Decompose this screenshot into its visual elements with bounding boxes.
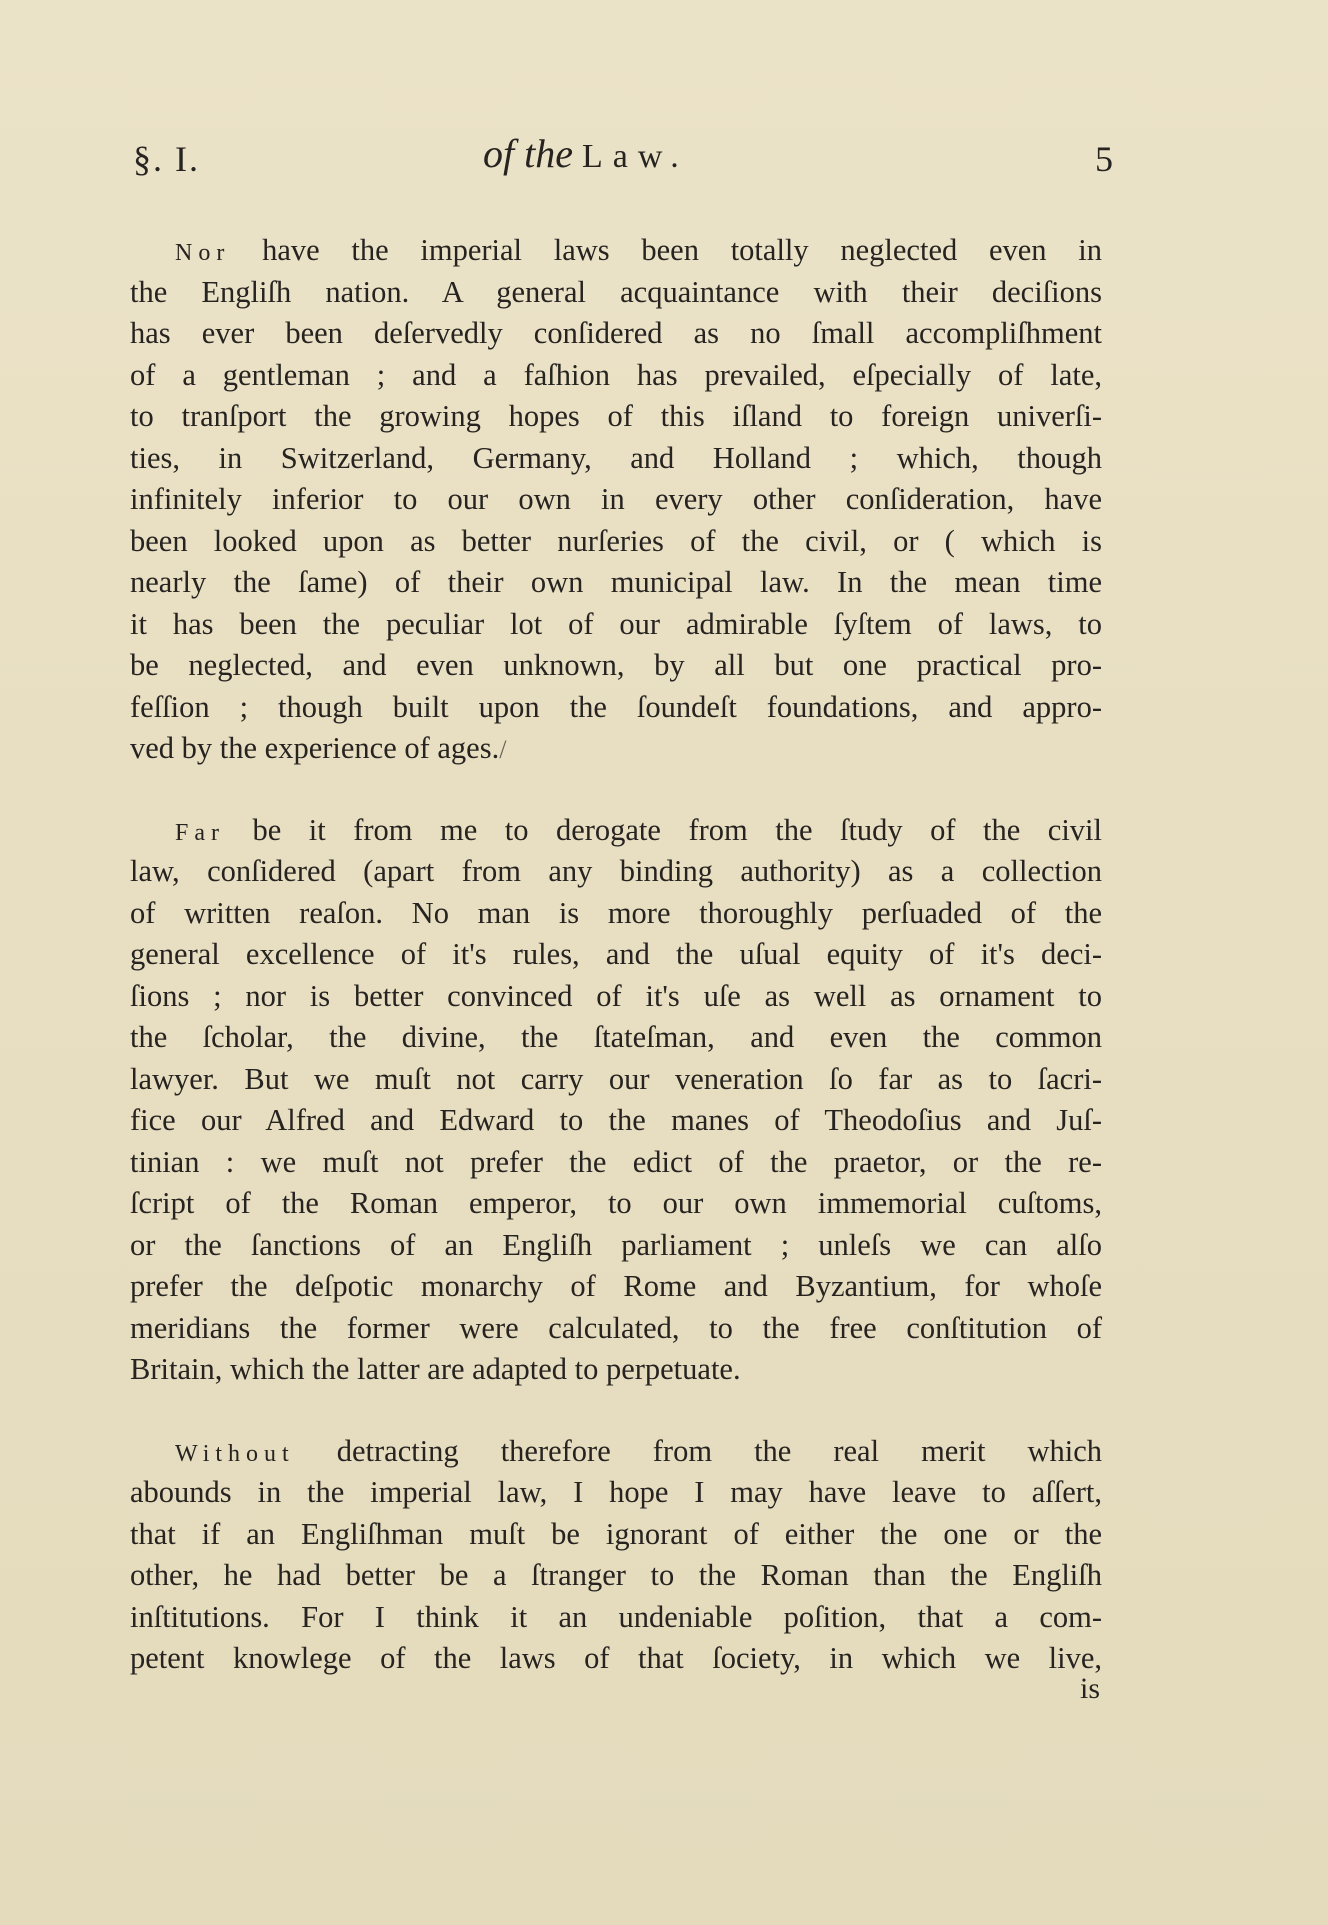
catchword: is [1079,1672,1100,1705]
text-line [130,230,1102,272]
text-line: abounds in the imperial law, I hope I may have leave to aſſert, [130,1475,1102,1509]
text-line: inſtitutions. For I think it an undeniable poſition, that a com- [130,1599,1102,1634]
text-line: of a gentleman ; and a faſhion has prevailed, eſpecially of late, [130,357,1102,392]
text-line: of written reaſon. No man is more thoroughly perſuaded of the [130,895,1102,930]
text-line: be neglected, and even unknown, by all but one practical pro- [130,648,1102,682]
text-line: the ſcholar, the divine, the ſtateſman, and even the common [130,1020,1102,1054]
text-line: feſſion ; though built upon the ſoundeſt foundations, and appro- [130,689,1102,724]
text-line: to tranſport the growing hopes of this iſland to foreign univerſi- [130,399,1102,433]
text-line: meridians the former were calculated, to the free conſtitution of [130,1310,1102,1345]
text-line: ſcript of the Roman emperor, to our own immemorial cuſtoms, [130,1186,1102,1220]
running-title-italic: of the [483,131,573,176]
text-line: or the ſanctions of an Engliſh parliament ; unleſs we can alſo [130,1227,1102,1262]
text-line: law, conſidered (apart from any binding authority) as a collection [130,854,1102,888]
text-line: it has been the peculiar lot of our admirable ſyſtem of laws, to [130,606,1102,641]
text-line: ſions ; nor is better convinced of it's uſe as well as ornament to [130,978,1102,1013]
page-number: 5 [1095,139,1113,179]
text-line: that if an Engliſhman muſt be ignorant of either the one or the [130,1516,1102,1551]
text-line: other, he had better be a ſtranger to the Roman than the Engliſh [130,1558,1102,1592]
text-line [130,1431,1102,1473]
text-line: general excellence of it's rules, and the uſual equity of it's deci- [130,937,1102,971]
line-text: be it from me to derogate from the ſtudy of the civil [252,812,1103,847]
running-title [483,130,689,177]
line-text: ved by the experience of ages. [130,731,500,765]
text-line: petent knowlege of the laws of that ſociety, in which we live, [130,1641,1102,1675]
text-line: Britain, which the latter are adapted to perpetuate. [130,1352,741,1386]
text-line: infinitely inferior to our own in every other conſideration, have [130,482,1102,516]
running-header [133,130,1113,190]
paragraph-1 [130,230,1102,770]
section-number: §. I. [133,139,200,179]
paragraph-2 [130,810,1102,1391]
running-title-caps: Law. [581,138,689,175]
paragraph-lead: Nor [175,240,231,266]
paragraph-3 [130,1431,1102,1680]
text-line: has ever been deſervedly conſidered as no ſmall accompliſhment [130,316,1102,350]
text-line [130,810,1102,852]
text-line: lawyer. But we muſt not carry our veneration ſo far as to ſacri- [130,1061,1102,1096]
text-line: the Engliſh nation. A general acquaintance with their deciſions [130,274,1102,309]
text-line: ties, in Switzerland, Germany, and Holland ; which, though [130,440,1102,475]
handwritten-mark: / [499,735,507,764]
paragraph-lead: Far [175,819,225,846]
text-line: nearly the ſame) of their own municipal law. In the mean time [130,565,1102,599]
text-line [130,728,1102,770]
text-line: tinian : we muſt not prefer the edict of the praetor, or the re- [130,1144,1102,1179]
line-text: detracting therefore from the real merit which [336,1433,1103,1468]
text-line: fice our Alfred and Edward to the manes of Theodoſius and Juſ- [130,1103,1102,1137]
line-text: have the imperial laws been totally neglected even in [262,233,1103,267]
text-line: been looked upon as better nurſeries of the civil, or ( which is [130,523,1102,558]
text-line: prefer the deſpotic monarchy of Rome and Byzantium, for whoſe [130,1269,1102,1303]
paragraph-lead: Without [175,1440,295,1467]
body-text [130,230,1102,1720]
